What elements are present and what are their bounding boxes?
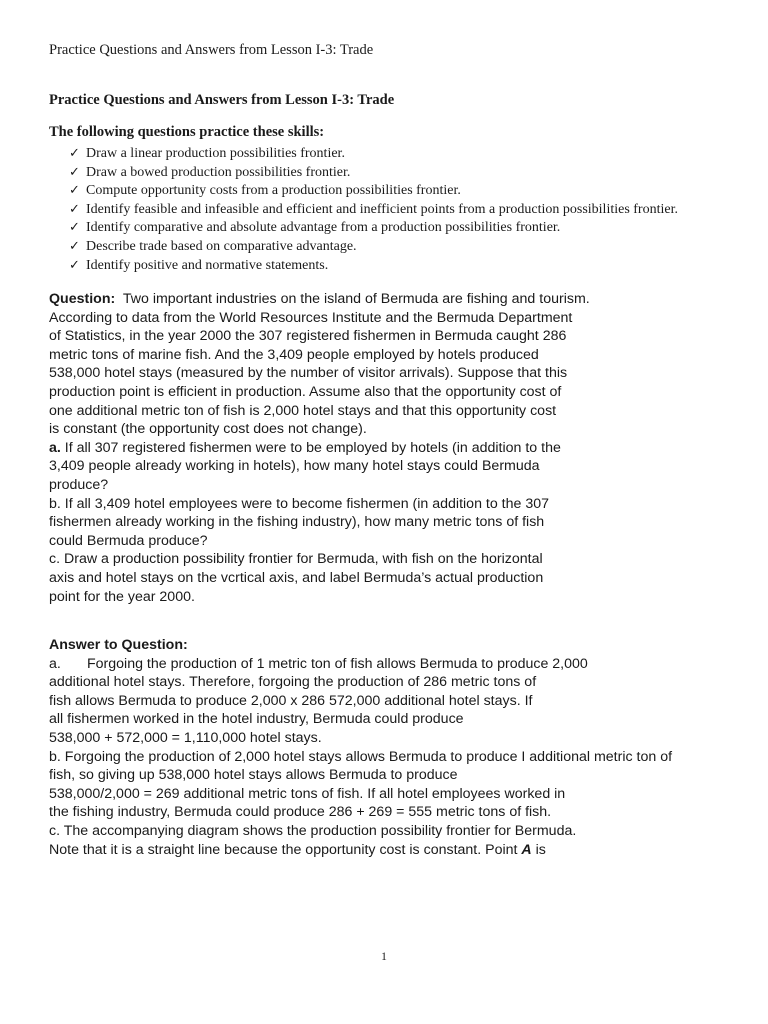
text-line: all fishermen worked in the hotel industry, Bermuda could produce <box>49 711 464 728</box>
skill-text: Identify comparative and absolute advantage from a production possibilities frontier. <box>86 220 561 236</box>
skill-text: Draw a linear production possibilities frontier. <box>86 146 345 161</box>
skills-heading: The following questions practice these skills: <box>49 124 325 140</box>
running-header: Practice Questions and Answers from Lesson I-3: Trade <box>49 42 374 58</box>
skill-text: Identify feasible and infeasible and efficient and inefficient points from a production possibilities frontier. <box>86 201 678 217</box>
text-line: c. The accompanying diagram shows the production possibility frontier for Bermuda. <box>49 822 577 839</box>
list-item <box>69 144 678 163</box>
list-item <box>69 237 678 256</box>
text-line: one additional metric ton of fish is 2,000 hotel stays and that this opportunity cost <box>49 402 557 419</box>
question-block <box>49 290 729 606</box>
text-line: axis and hotel stays on the vcrtical axis, and label Bermuda’s actual production <box>49 569 544 586</box>
answer-block <box>49 636 729 859</box>
text-line <box>49 290 729 309</box>
list-item <box>69 200 678 219</box>
text-line: additional hotel stays. Therefore, forgoing the production of 286 metric tons of <box>49 674 537 691</box>
skill-text: Identify positive and normative statements. <box>86 257 329 273</box>
answer-label: Answer to Question: <box>49 637 188 653</box>
part-c-text: Note that it is a straight line because the opportunity cost is constant. Point <box>49 841 518 858</box>
text-line <box>49 439 729 458</box>
checkmark-icon: ✓ <box>69 145 80 160</box>
checkmark-icon: ✓ <box>69 182 80 198</box>
text-line <box>49 655 729 674</box>
text-line: fish allows Bermuda to produce 2,000 x 286 572,000 additional hotel stays. If <box>49 692 533 709</box>
skill-text: Describe trade based on comparative advantage. <box>86 238 357 254</box>
text-line: production point is efficient in production. Assume also that the opportunity cost of <box>49 383 562 400</box>
page-title: Practice Questions and Answers from Lesson I-3: Trade <box>49 92 395 108</box>
part-a-label: a. <box>49 439 61 456</box>
text-line: the fishing industry, Bermuda could produce 286 + 269 = 555 metric tons of fish. <box>49 804 552 821</box>
text-line: of Statistics, in the year 2000 the 307 registered fishermen in Bermuda caught 286 <box>49 328 567 345</box>
list-item <box>69 163 678 182</box>
skill-text: Draw a bowed production possibilities frontier. <box>86 164 351 180</box>
part-a-text: Forgoing the production of 1 metric ton of fish allows Bermuda to produce 2,000 <box>87 655 588 672</box>
text-line: metric tons of marine fish. And the 3,409 people employed by hotels produced <box>49 346 539 363</box>
text-line: b. If all 3,409 hotel employees were to become fishermen (in addition to the 307 <box>49 495 550 512</box>
text-line: point for the year 2000. <box>49 588 195 605</box>
question-text: Two important industries on the island of Bermuda are fishing and tourism. <box>122 291 590 307</box>
skills-list <box>69 144 678 274</box>
text-line: 538,000 hotel stays (measured by the number of visitor arrivals). Suppose that this <box>49 365 568 382</box>
text-line: produce? <box>49 476 109 493</box>
skill-text: Compute opportunity costs from a production possibilities frontier. <box>86 183 461 199</box>
text-line: c. Draw a production possibility frontier for Bermuda, with fish on the horizontal <box>49 551 543 568</box>
text-line <box>49 841 729 860</box>
list-item <box>69 181 678 200</box>
checkmark-icon: ✓ <box>69 163 80 179</box>
list-item <box>69 256 678 275</box>
point-a-label: A <box>521 841 532 858</box>
text-line: fish, so giving up 538,000 hotel stays allows Bermuda to produce <box>49 767 458 784</box>
text-line: 538,000/2,000 = 269 additional metric tons of fish. If all hotel employees worked in <box>49 785 566 802</box>
text-line: fishermen already working in the fishing industry), how many metric tons of fish <box>49 514 545 531</box>
question-label: Question: <box>49 291 116 307</box>
text-line: 538,000 + 572,000 = 1,110,000 hotel stays. <box>49 729 322 746</box>
checkmark-icon: ✓ <box>69 200 80 216</box>
part-a-label: a. <box>49 655 61 672</box>
text-line: b. Forgoing the production of 2,000 hotel stays allows Bermuda to produce I additional metric ton of <box>49 748 673 765</box>
text-line: 3,409 people already working in hotels), how many hotel stays could Bermuda <box>49 458 540 475</box>
checkmark-icon: ✓ <box>69 237 80 253</box>
checkmark-icon: ✓ <box>69 256 80 272</box>
part-a-text: If all 307 registered fishermen were to be employed by hotels (in addition to the <box>64 439 561 456</box>
part-c-tail: is <box>535 841 546 858</box>
checkmark-icon: ✓ <box>69 219 80 235</box>
text-line: According to data from the World Resources Institute and the Bermuda Department <box>49 309 573 326</box>
text-line: is constant (the opportunity cost does not change). <box>49 421 367 438</box>
list-item <box>69 218 678 237</box>
page-number: 1 <box>381 951 387 963</box>
text-line: could Bermuda produce? <box>49 532 208 549</box>
